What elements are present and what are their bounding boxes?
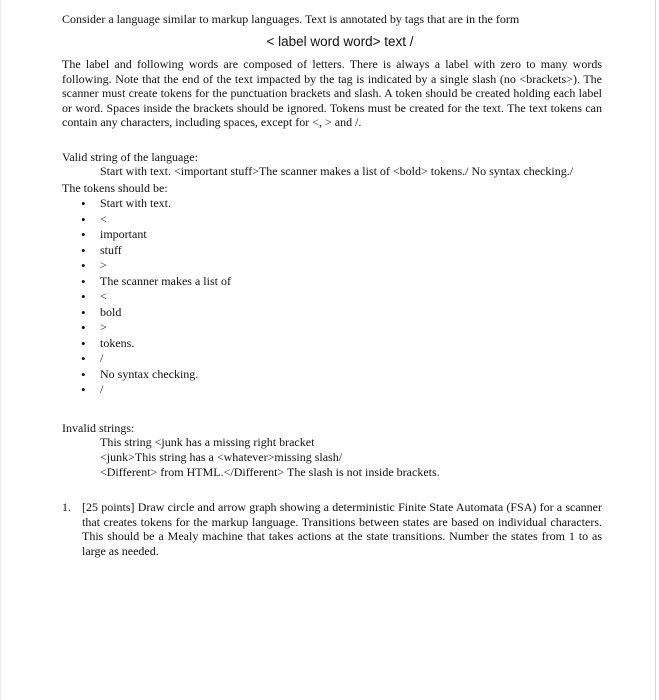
description-paragraph: The label and following words are composed of letters. There is always a label with zero to many words following. Note that the end of the text impacted by the tag is indicated by a single slash (no <brackets>). The scanner must create tokens for the punctuation brackets and slash. A token should be created holding each label or word. Spaces inside the brackets should be ignored. Tokens must be created for the text. The text tokens can contain any characters, including spaces, except for <, > and /. <box>62 57 602 129</box>
intro-paragraph: Consider a language similar to markup languages. Text is annotated by tags that are in the form <box>62 12 520 26</box>
token-item: • The scanner makes a list of <box>62 274 602 290</box>
invalid-section-title: Invalid strings: <box>62 420 135 435</box>
tokens-title: The tokens should be: <box>62 180 168 195</box>
token-item: • tokens. <box>62 336 602 352</box>
token-list <box>62 196 602 398</box>
page-edge-left <box>0 0 1 700</box>
invalid-string-line: This string <junk has a missing right bracket <box>100 435 315 449</box>
token-item: • Start with text. <box>62 196 602 212</box>
token-item: • important <box>62 227 602 243</box>
token-item: • > <box>62 258 602 274</box>
token-item: • stuff <box>62 243 602 259</box>
invalid-string-line: <junk>This string has a <whatever>missing slash/ <box>100 450 343 464</box>
token-item: • / <box>62 382 602 398</box>
token-item: • < <box>62 212 602 228</box>
question-text: [25 points] Draw circle and arrow graph showing a deterministic Finite State Automata (FSA) for a scanner that creates tokens for the markup language. Transitions between states are based on individual characters. This should be a Mealy machine that takes actions at the state transitions. Number the states from 1 to as large as needed. <box>82 500 602 558</box>
token-item: • bold <box>62 305 602 321</box>
page-edge-right <box>655 0 656 700</box>
valid-example-string: Start with text. <important stuff>The scanner makes a list of <bold> tokens./ No syntax checking./ <box>100 164 574 178</box>
question-item <box>62 500 602 558</box>
document-body <box>62 12 602 558</box>
question-number: 1. <box>62 500 71 514</box>
valid-section-title: Valid string of the language: <box>62 149 198 164</box>
invalid-string-line: <Different> from HTML.</Different> The slash is not inside brackets. <box>100 465 440 479</box>
token-item: • No syntax checking. <box>62 367 602 383</box>
token-item: • < <box>62 289 602 305</box>
tag-form-example: < label word word> text / <box>266 33 414 49</box>
invalid-strings <box>100 435 602 480</box>
token-item: • / <box>62 351 602 367</box>
token-item: • > <box>62 320 602 336</box>
